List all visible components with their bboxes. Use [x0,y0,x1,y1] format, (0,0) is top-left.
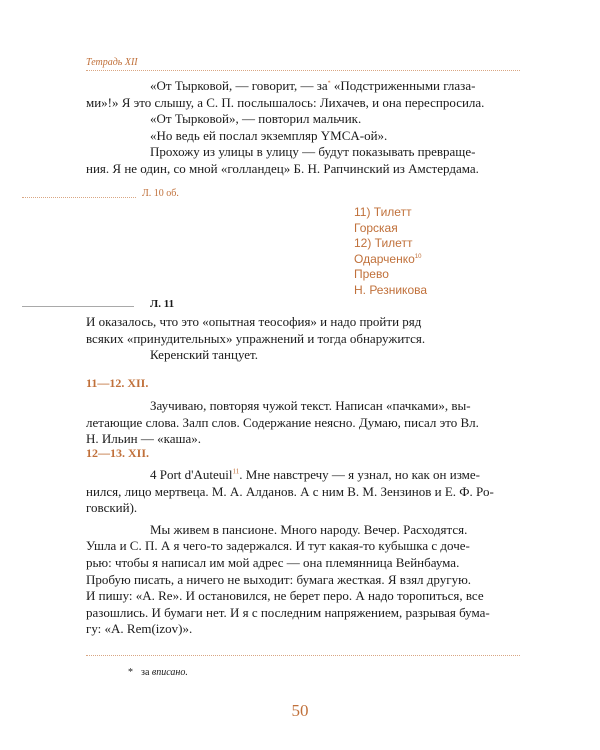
note-number: 10 [414,253,422,260]
paragraph-line: 4 Port d'Auteuil$^{11}$. Мне навстречу — я узнал, но как он изме- [150,467,480,482]
list-item: Н. Резникова [354,282,428,297]
paragraph-line: Мы живем в пансионе. Много народу. Вечер. Расходятся. [150,521,468,537]
text-block-3 [86,398,520,448]
sheet-marker-11: Л. 11 [150,298,175,310]
names-list [354,205,427,299]
paragraph-line: И оказалось, что это «опытная теософия» и надо пройти ряд [86,314,422,329]
date-heading-1: 11—12. XII. [86,376,149,390]
text-block-1 [86,78,520,178]
page-number: 50 [291,701,309,720]
paragraph-line: «От Тырковой, — говорит, — за* «Подстриженными глаза- [150,78,476,93]
text-block-4 [86,467,520,638]
paragraph-line: Пробую писать, а ничего не выходит: бумага жесткая. Я взял другую. [86,571,472,587]
footnote-star: * [128,667,133,678]
date-heading-2: 12—13. XII. [86,446,150,460]
list-item: Горская [354,220,398,235]
header-rule [86,70,520,71]
paragraph-line: говский). [86,500,138,516]
list-item: 11) Тилетт [354,205,412,219]
footnote-rule [86,655,520,656]
text-block-2 [86,314,520,364]
paragraph-line: «Но ведь ей послал экземпляр YMCA-ой». [150,127,388,143]
note-number: 11 [232,467,240,476]
paragraph-line: Ушла и С. П. А я чего-то задержался. И тут какая-то кубышка с доче- [86,538,470,554]
paragraph-line: Прохожу из улицы в улицу — будут показывать превраще- [150,144,476,160]
paragraph-line: разошлись. И бумаги нет. И я с последним напряжением, разрывая бума- [86,604,490,620]
footnote [128,667,188,678]
paragraph-line: гу: «A. Rem(izov)». [86,621,193,637]
paragraph-line: ния. Я не один, со мной «голландец» Б. Н. Рапчинский из Амстердама. [86,160,479,176]
list-item: Одарченко$^{10}$ [354,251,422,266]
footnote-marker: * [327,80,331,87]
sheet-marker-rule [22,197,136,198]
paragraph-line: И пишу: «A. Re». И остановился, не берет перо. А надо торопиться, все [86,588,484,604]
sheet-marker-10ob: Л. 10 об. [142,188,179,199]
paragraph-line: ми»!» Я это слышу, а С. П. послышалось: Лихачев, и она переспросила. [86,94,485,110]
paragraph-line: нился, лицо мертвеца. М. А. Алданов. А с ним В. М. Зензинов и Е. Ф. Ро- [86,483,494,499]
paragraph-line: летающие слова. Залп слов. Содержание неясно. Думаю, писал это Вл. [86,414,479,430]
footnote-word: за [141,667,150,678]
paragraph-line: Керенский танцует. [150,347,258,363]
sheet-marker-rule [22,306,134,307]
list-item: Прево [354,267,389,282]
paragraph-line: всяких «принудительных» упражнений и тогда обнаружится. [86,330,426,346]
footnote-comment: вписано. [151,667,188,678]
paragraph-line: Н. Ильин — «каша». [86,431,202,447]
running-head: Тетрадь XII [86,57,138,68]
paragraph-line: Заучиваю, повторяя чужой текст. Написан «пачками», вы- [150,398,471,413]
list-item: 12) Тилетт [354,236,413,251]
paragraph-line: рью: чтобы я написал им мой адрес — она племянница Вейнбаума. [86,554,460,570]
paragraph-line: «От Тырковой», — повторил мальчик. [150,111,362,127]
